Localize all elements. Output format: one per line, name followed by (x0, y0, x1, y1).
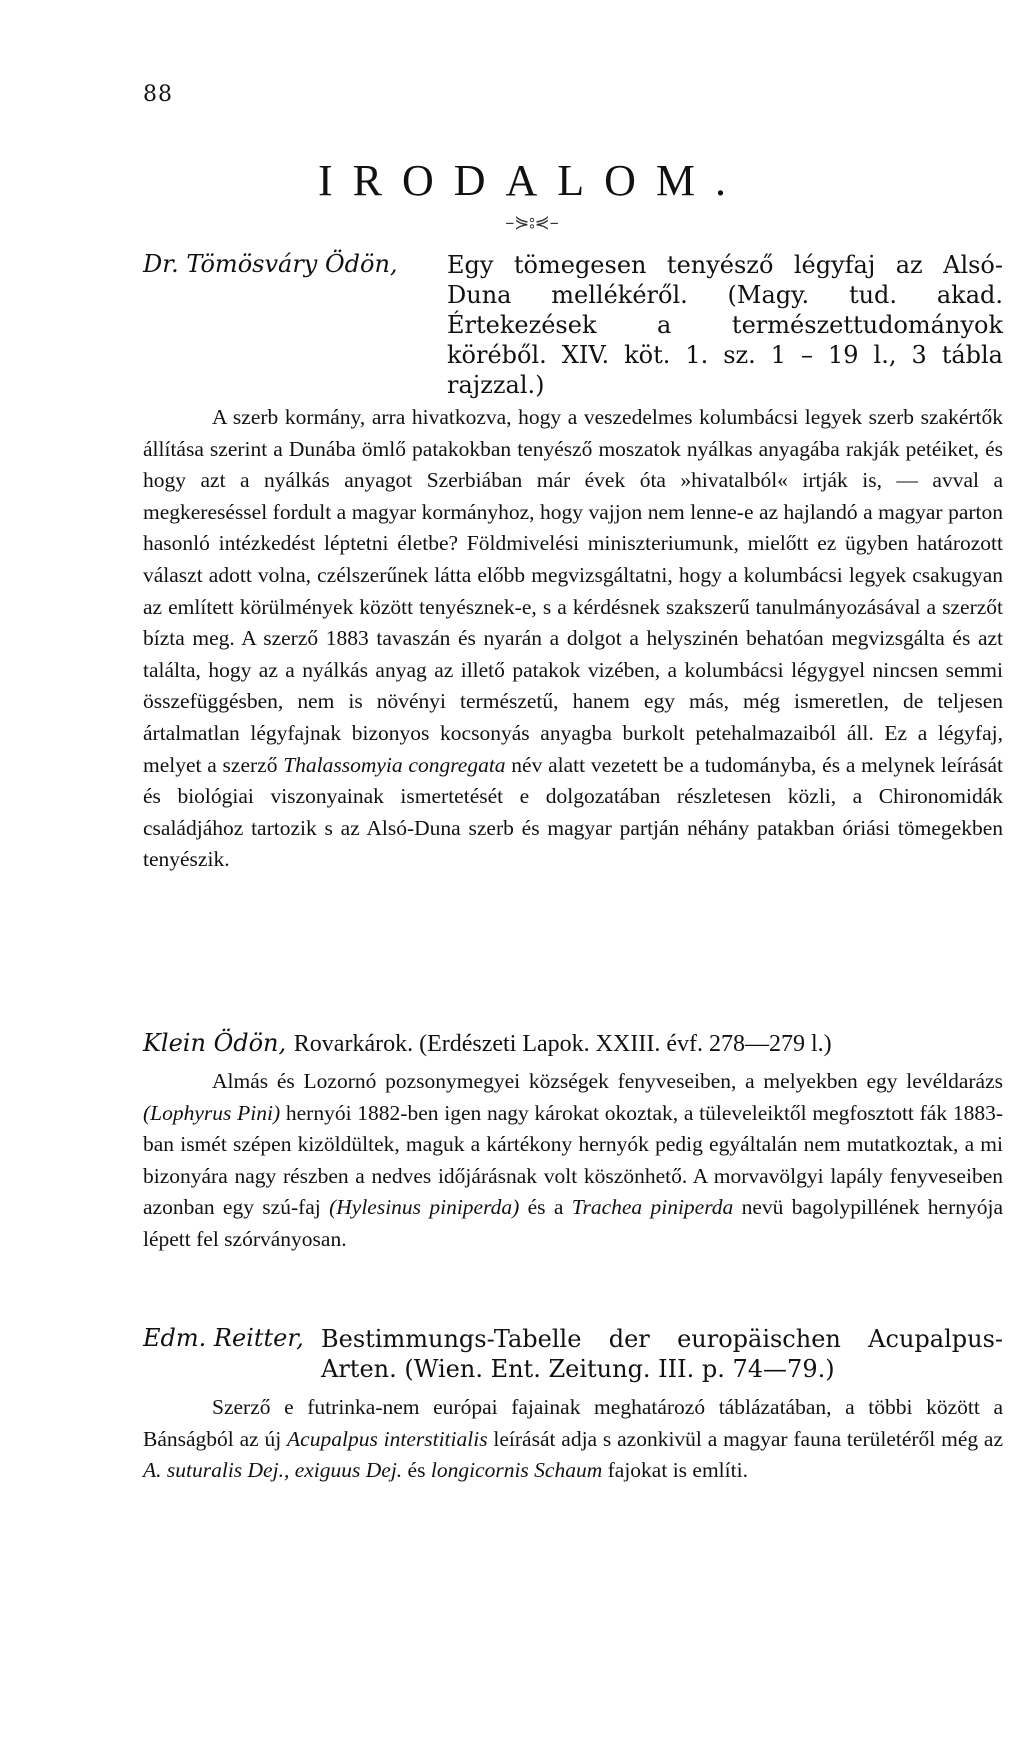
literature-entry-3 (143, 1324, 1003, 1487)
entry-2-species-a: (Lophyrus Pini) (143, 1100, 281, 1125)
entry-2-text-c: és a (519, 1195, 572, 1220)
entry-1-text-b: név alatt vezetett be a tudományba, és a melynek leírását és biológiai viszonyainak ismertetését e dolgozatában részletesen közli, a Chironomidák családjához tartozik s az Alsó-Duna szerb és magyar partján néhány patakban óriási tömegekben tenyészik. (143, 752, 1003, 872)
entry-3-text-b: leírását adja s azonkivül a magyar fauna területéről még az (487, 1426, 1004, 1451)
entry-1-title: Egy tömegesen tenyésző légyfaj az Alsó-Duna mellékéről. (Magy. tud. akad. Értekezések a természettudományok köréből. XIV. köt. 1. sz. 1 – 19 l., 3 tábla rajzzal.) (447, 251, 1003, 399)
literature-entry-1 (143, 250, 1003, 876)
entry-2-title: Rovarkárok. (Erdészeti Lapok. XXIII. évf. 278—279 l.) (293, 1031, 832, 1057)
entry-2-author: Klein Ödön, (143, 1029, 287, 1057)
entry-3-text-a: Szerző e futrinka-nem európai fajainak meghatározó táblázatában, a többi között a Bánságból az új (143, 1395, 1003, 1451)
entry-2-species-b: (Hylesinus piniperda) (329, 1195, 520, 1220)
entry-3-text-c: és (402, 1458, 431, 1483)
literature-entry-2 (143, 1027, 1003, 1256)
entry-3-header (143, 1324, 1003, 1384)
entry-3-species-a: Acupalpus interstitialis (287, 1426, 488, 1451)
entry-2-header (143, 1027, 1003, 1060)
entry-3-species-c: longicornis Schaum (430, 1458, 603, 1483)
entry-3-species-b: A. suturalis Dej., exiguus Dej. (143, 1458, 403, 1483)
page-number: 88 (143, 82, 173, 107)
entry-1-paragraph (143, 402, 1003, 876)
entry-3-title: Bestimmungs-Tabelle der europäischen Acupalpus-Arten. (Wien. Ent. Zeitung. III. p. 74—79.) (321, 1325, 1003, 1383)
page-heading: IRODALOM. (317, 156, 747, 205)
entry-2-species-c: Trachea piniperda (571, 1195, 734, 1220)
entry-1-author: Dr. Tömösváry Ödön, (143, 250, 398, 278)
entry-1-header (143, 250, 1003, 400)
entry-3-text-d: fajokat is említi. (602, 1458, 748, 1483)
entry-1-text-a: A szerb kormány, arra hivatkozva, hogy a veszedelmes kolumbácsi legyek szerb szakértők állítása szerint a Dunába ömlő patakokban tenyésző moszatok nyálkas anyagába rakják petéiket, és hogy azt a nyálkás anyagot Szerbiában már évek óta »hivatalból« irtják is, — avval a megkereséssel fordult a magyar kormányhoz, hogy vajjon nem lenne-e az hajlandó a magyar parton hasonló intézkedést léptetni életbe? Földmivelési miniszteriumunk, mielőtt ez ügyben határozott választ adott volna, czélszerűnek látta előbb megvizsgáltatni, hogy a kolumbácsi legyek csakugyan az említett körülmények között tenyésznek-e, s a kérdésnek szakszerű tanulmányozásával a szerzőt bízta meg. A szerző 1883 tavaszán és nyarán a dolgot a helyszinén behatóan megvizsgálta és azt találta, hogy az a nyálkás anyag az illető patakok vizében, a kolumbácsi légygyel nincsen semmi összefüggésben, nem is növényi természetű, hanem egy más, még ismeretlen, de teljesen ártalmatlan légyfajnak bizonyos kocsonyás anyagba burkolt petehalmazaiból áll. Ez a légyfaj, melyet a szerző (143, 405, 1003, 777)
entry-2-text-a: Almás és Lozornó pozsonymegyei községek fenyveseiben, a melyekben egy levéldarázs (212, 1069, 1003, 1093)
entry-3-paragraph (143, 1392, 1003, 1487)
ornament-divider: –⋟⦂⋞– (505, 212, 559, 233)
entry-2-paragraph (143, 1066, 1003, 1256)
entry-2-text-b: hernyói 1882-ben igen nagy károkat okoztak, a tüleveleiktől megfosztott fák 1883-ban ismét szépen kizöldültek, maguk a kártékony hernyók pedig egyáltalán nem mutatkoztak, a mi bizonyára nagy részben a nedves időjárásnak volt köszönhető. A morvavölgyi lapály fenyveseiben azonban egy szú-faj (143, 1100, 1003, 1220)
entry-3-author: Edm. Reitter, (143, 1324, 304, 1352)
entry-2-text-d: nevü bagolypillének hernyója lépett fel szórványosan. (143, 1195, 1003, 1251)
entry-1-species-name: Thalassomyia congregata (283, 752, 506, 777)
